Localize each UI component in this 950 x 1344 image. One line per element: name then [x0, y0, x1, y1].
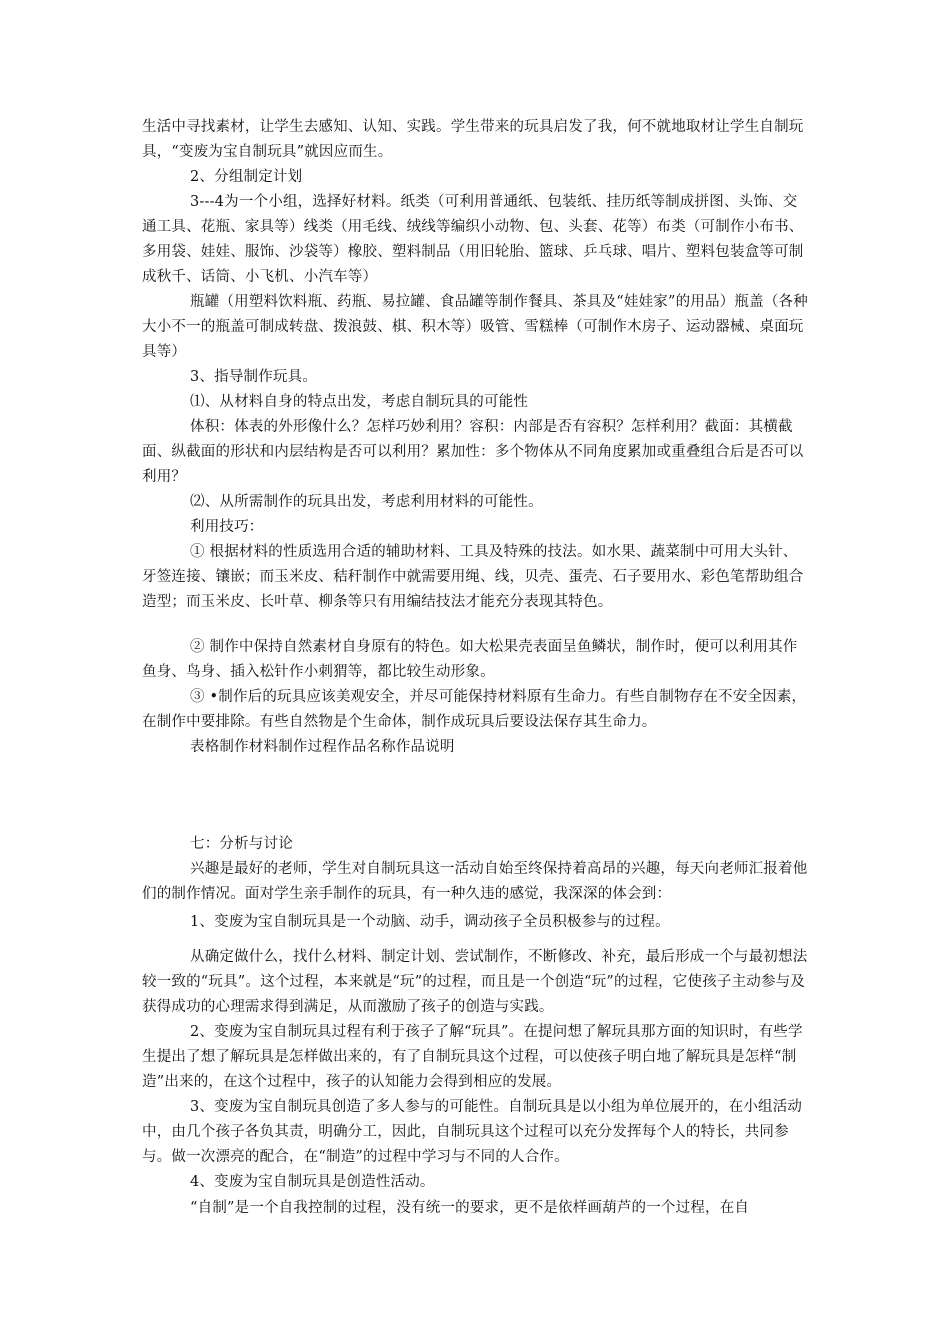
step3-heading: 3、指导制作玩具。: [190, 369, 318, 385]
section7-intro: 兴趣是最好的老师，学生对自制玩具这一活动自始至终保持着高昂的兴趣，每天向老师汇报着他们的制作情况。面对学生亲手制作的玩具，有一种久违的感觉，我深深的体会到：: [142, 861, 808, 902]
step2-heading: 2、分组制定计划: [190, 169, 303, 185]
tip-1: ① 根据材料的性质选用合适的辅助材料、工具及特殊的技法。如水果、蔬菜制中可用大头针、牙签连接、镶嵌；而玉米皮、秸秆制作中就需要用绳、线，贝壳、蛋壳、石子要用水、彩色笔帮助组合造型；而玉米皮、长叶草、柳条等只有用编结技法才能充分表现其特色。: [142, 544, 804, 610]
step3-point1: ⑴、从材料自身的特点出发，考虑自制玩具的可能性: [190, 394, 529, 410]
tip-3: ③ •制作后的玩具应该美观安全，并尽可能保持材料原有生命力。有些自制物存在不安全因素，在制作中要排除。有些自然物是个生命体，制作成玩具后要设法保存其生命力。: [142, 689, 807, 730]
point-2: 2、变废为宝自制玩具过程有利于孩子了解“玩具”。在提问想了解玩具那方面的知识时，有些学生提出了想了解玩具是怎样做出来的，有了自制玩具这个过程，可以使孩子明白地了解玩具是怎样“制造”出来的，在这个过程中，孩子的认知能力会得到相应的发展。: [142, 1024, 803, 1090]
tip-2: ② 制作中保持自然素材自身原有的特色。如大松果壳表面呈鱼鳞状，制作时，便可以利用其作鱼身、鸟身、插入松针作小刺猬等，都比较生动形象。: [142, 639, 798, 680]
point-4: 4、变废为宝自制玩具是创造性活动。: [190, 1174, 435, 1190]
section7-heading: 七：分析与讨论: [190, 836, 293, 852]
point-1-detail: 从确定做什么，找什么材料、制定计划、尝试制作，不断修改、补充，最后形成一个与最初想法较一致的“玩具”。这个过程，本来就是“玩”的过程，而且是一个创造“玩”的过程，它使孩子主动参与及获得成功的心理需求得到满足，从而激励了孩子的创造与实践。: [142, 949, 808, 1015]
table-header-line: 表格制作材料制作过程作品名称作品说明: [190, 739, 455, 755]
intro-paragraph: 生活中寻找素材，让学生去感知、认知、实践。学生带来的玩具启发了我，何不就地取材让学生自制玩具，“变废为宝自制玩具”就因应而生。: [142, 119, 804, 160]
point-1: 1、变废为宝自制玩具是一个动脑、动手，调动孩子全员积极参与的过程。: [190, 914, 670, 930]
point-3: 3、变废为宝自制玩具创造了多人参与的可能性。自制玩具是以小组为单位展开的，在小组活动中，由几个孩子各负其责，明确分工，因此，自制玩具这个过程可以充分发挥每个人的特长，共同参与。做一次漂亮的配合，在“制造”的过程中学习与不同的人合作。: [142, 1099, 803, 1165]
point-4-detail: “自制”是一个自我控制的过程，没有统一的要求，更不是依样画葫芦的一个过程，在自: [190, 1200, 750, 1216]
materials-paragraph-b: 瓶罐（用塑料饮料瓶、药瓶、易拉罐、食品罐等制作餐具、茶具及“娃娃家”的用品）瓶盖（各种大小不一的瓶盖可制成转盘、拨浪鼓、棋、积木等）吸管、雪糕棒（可制作木房子、运动器械、桌面玩具等）: [142, 294, 808, 360]
materials-paragraph-a: 3---4为一个小组，选择好材料。纸类（可利用普通纸、包装纸、挂历纸等制成拼图、头饰、交通工具、花瓶、家具等）线类（用毛线、绒线等编织小动物、包、头套、花等）布类（可制作小布书、多用袋、娃娃、服饰、沙袋等）橡胶、塑料制品（用旧轮胎、篮球、乒乓球、唱片、塑料包装盒等可制成秋千、话筒、小飞机、小汽车等）: [142, 194, 804, 285]
step3-point2: ⑵、从所需制作的玩具出发，考虑利用材料的可能性。: [190, 494, 543, 510]
tips-heading: 利用技巧：: [190, 519, 264, 535]
volume-paragraph: 体积：体表的外形像什么？怎样巧妙利用？容积：内部是否有容积？怎样利用？截面：其横截面、纵截面的形状和内层结构是否可以利用？累加性：多个物体从不同角度累加或重叠组合后是否可以利用？: [142, 419, 804, 485]
